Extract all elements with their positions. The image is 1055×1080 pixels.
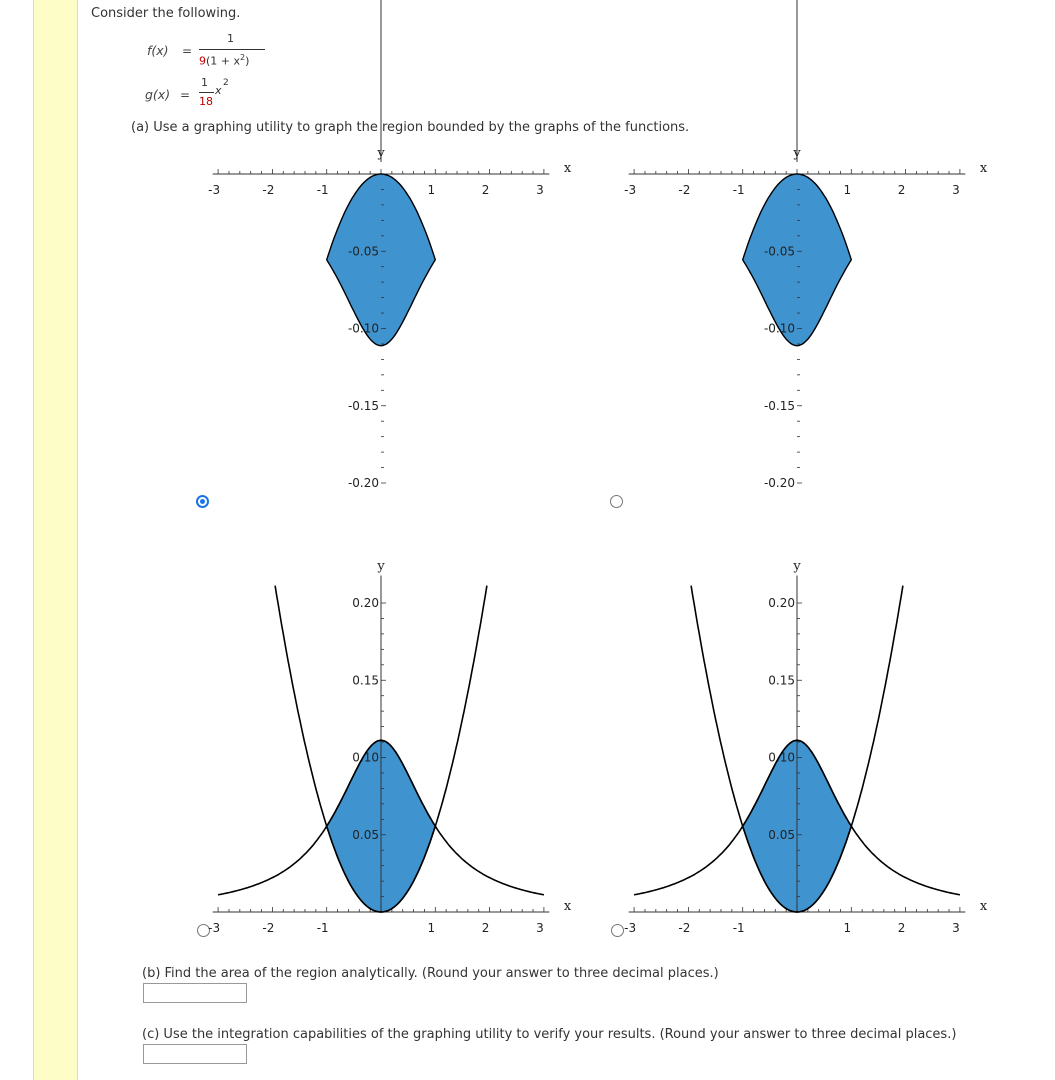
- x-axis-label: x: [979, 899, 988, 914]
- g-label: g(x): [145, 87, 171, 102]
- g-denominator: 18: [199, 95, 213, 108]
- f-denominator-rest: (1 + x: [206, 54, 241, 68]
- x-axis-label: x: [979, 161, 988, 176]
- x-tick-label: -3: [624, 921, 637, 935]
- g-numerator: 1: [201, 76, 208, 89]
- f-equals: =: [182, 44, 193, 58]
- y-tick-label: -0.10: [763, 321, 795, 336]
- y-tick-label: -0.15: [763, 398, 795, 413]
- x-axis-label: x: [563, 899, 572, 914]
- g-exponent: 2: [223, 78, 229, 88]
- y-axis-label: y: [377, 559, 385, 574]
- g-equals: =: [180, 88, 191, 102]
- x-tick-label: 1: [843, 183, 852, 197]
- answer-b-input[interactable]: [143, 983, 247, 1003]
- y-tick-label: -0.20: [763, 476, 795, 490]
- x-tick-label: 2: [897, 183, 906, 197]
- y-tick-label: -0.10: [347, 321, 379, 336]
- x-tick-label: -1: [732, 921, 745, 935]
- x-tick-label: 3: [952, 183, 960, 197]
- f-label: f(x): [147, 43, 169, 58]
- answer-c-input[interactable]: [143, 1044, 247, 1064]
- y-tick-label: -0.20: [347, 476, 379, 490]
- x-tick-label: -3: [208, 183, 221, 197]
- x-tick-label: 2: [897, 921, 906, 935]
- y-tick-label: 0.10: [768, 750, 795, 765]
- part-c-text: (c) Use the integration capabilities of the graphing utility to verify your results. (Round your answer to three decimal places.): [142, 1027, 957, 1042]
- y-tick-label: -0.15: [347, 398, 379, 413]
- f-denominator-coef: 9: [199, 54, 206, 68]
- x-tick-label: 2: [481, 921, 490, 935]
- y-tick-label: 0.10: [352, 750, 379, 765]
- y-tick-label: 0.20: [768, 596, 795, 610]
- y-axis-label: y: [793, 559, 801, 574]
- f-denominator-close: ): [245, 54, 250, 68]
- x-tick-label: -2: [678, 921, 691, 935]
- x-tick-label: 3: [536, 921, 544, 935]
- x-tick-label: 3: [952, 921, 960, 935]
- part-b-text: (b) Find the area of the region analytically. (Round your answer to three decimal places.): [142, 966, 719, 981]
- x-axis-label: x: [563, 161, 572, 176]
- x-tick-label: 1: [427, 921, 436, 935]
- x-tick-label: 1: [843, 921, 852, 935]
- y-tick-label: -0.05: [763, 244, 795, 259]
- part-a-text: (a) Use a graphing utility to graph the region bounded by the graphs of the functions.: [131, 120, 690, 135]
- x-tick-label: 2: [481, 183, 490, 197]
- y-tick-label: 0.05: [768, 827, 795, 842]
- x-tick-label: -1: [732, 183, 745, 197]
- x-tick-label: -2: [262, 921, 275, 935]
- g-variable: x: [215, 84, 222, 97]
- x-tick-label: -2: [678, 183, 691, 197]
- y-axis-label: y: [793, 146, 801, 161]
- y-tick-label: 0.15: [768, 673, 795, 688]
- y-tick-label: 0.15: [352, 673, 379, 688]
- intro-text: Consider the following.: [91, 6, 241, 21]
- x-tick-label: 3: [536, 183, 544, 197]
- x-tick-label: 1: [427, 183, 436, 197]
- x-tick-label: -1: [316, 183, 329, 197]
- y-tick-label: -0.05: [347, 244, 379, 259]
- f-denominator-exp: 2: [240, 53, 246, 62]
- y-axis-label: y: [377, 146, 385, 161]
- x-tick-label: -3: [624, 183, 637, 197]
- f-numerator: 1: [227, 32, 234, 45]
- x-tick-label: -1: [316, 921, 329, 935]
- y-tick-label: 0.05: [352, 827, 379, 842]
- x-tick-label: -3: [208, 921, 221, 935]
- x-tick-label: -2: [262, 183, 275, 197]
- y-tick-label: 0.20: [352, 596, 379, 610]
